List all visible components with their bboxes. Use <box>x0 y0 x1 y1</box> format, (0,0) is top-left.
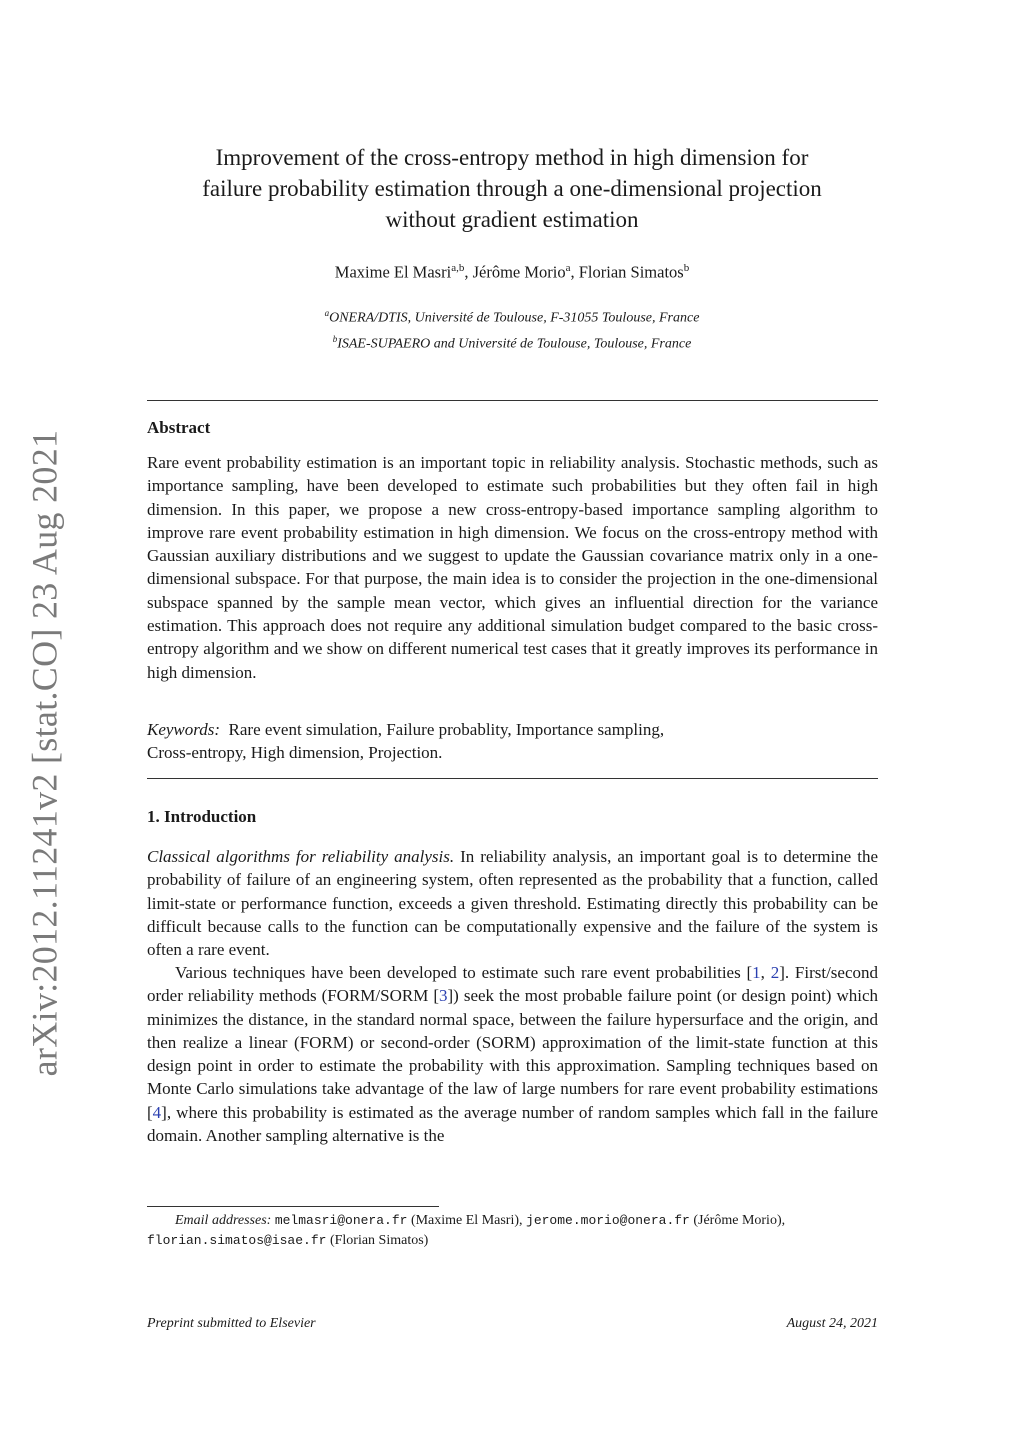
author-separator: , <box>464 262 473 282</box>
author-list <box>120 262 904 283</box>
introduction-heading: 1. Introduction <box>147 807 257 826</box>
keywords <box>147 718 878 765</box>
footnote-text: (Jérôme Morio), <box>689 1213 786 1228</box>
paragraph-text: ]. First/second order reliability methods (FORM/SORM [ <box>147 963 879 1006</box>
title-line: failure probability estimation through a one-dimensional projection <box>202 176 822 201</box>
footer-right: August 24, 2021 <box>786 1316 878 1331</box>
intro-paragraph-1 <box>147 845 878 961</box>
paragraph-text: , <box>760 963 771 982</box>
keywords-text: Rare event simulation, Failure probablity, Importance sampling, <box>228 720 665 739</box>
keywords-line: Cross-entropy, High dimension, Projection. <box>147 743 443 763</box>
paragraph-text: Various techniques have been developed to estimate such rare event probabilities [ <box>175 963 753 982</box>
footnote-text: (Maxime El Masri), <box>407 1213 527 1228</box>
paragraph-lead: Classical algorithms for reliability analysis. <box>147 847 455 866</box>
footer-left: Preprint submitted to Elsevier <box>147 1316 316 1331</box>
author-name: Maxime El Masri <box>334 262 452 282</box>
affiliation-mark: b <box>332 333 338 344</box>
keywords-line <box>147 718 878 741</box>
author-name: Jérôme Morio <box>472 262 566 282</box>
affiliation-text: ONERA/DTIS, Université de Toulouse, F-31055 Toulouse, France <box>329 310 700 326</box>
abstract-top-rule <box>147 400 878 401</box>
affiliation-line <box>120 303 904 329</box>
keywords-label: Keywords: <box>147 720 221 739</box>
abstract-bottom-rule <box>147 778 878 779</box>
email-link[interactable]: melmasri@onera.fr <box>274 1213 408 1228</box>
title-line: without gradient estimation <box>385 207 639 232</box>
email-link[interactable]: jerome.morio@onera.fr <box>526 1213 690 1228</box>
author-separator: , <box>570 262 579 282</box>
paragraph-text: In reliability analysis, an important goal is to determine the probability of failure of an engineering system, often represented as the probability that a function, called limit-state or performance function, exceeds a given threshold. Estimating directly this probability can be difficult because calls to the function can be computationally expensive and the failure of the system is often a rare event. <box>147 847 878 960</box>
citation-link[interactable]: 1 <box>752 963 761 982</box>
abstract-heading: Abstract <box>147 418 211 437</box>
affiliations <box>120 303 904 354</box>
affiliation-text: ISAE-SUPAERO and Université de Toulouse, Toulouse, France <box>337 336 692 352</box>
citation-link[interactable]: 4 <box>152 1102 162 1122</box>
abstract-text: Rare event probability estimation is an important topic in reliability analysis. Stochastic methods, such as importance sampling, have been developed to estimate such probabilities but they often fail in high dimension. In this paper, we propose a new cross-entropy-based importance sampling algorithm to improve rare event probability estimation in high dimension. We focus on the cross-entropy method with Gaussian auxiliary distributions and we suggest to update the Gaussian covariance matrix only in a one-dimensional subspace. For that purpose, the main idea is to consider the projection in the one-dimensional subspace spanned by the sample mean vector, which gives an influential direction for the variance estimation. This approach does not require any additional simulation budget compared to the basic cross-entropy algorithm and we show on different numerical test cases that it greatly improves its performance in high dimension. <box>147 453 878 682</box>
affiliation-mark: a <box>324 308 330 318</box>
paper-title <box>120 142 904 235</box>
email-link[interactable]: florian.simatos@isae.fr <box>147 1233 327 1248</box>
paragraph-text: ]) seek the most probable failure point (or design point) which minimizes the distance, in the standard normal space, between the failure hypersurface and the origin, and then realize a linear (FORM) or second-order (SORM) approximation of the limit-state function at this design point in order to estimate the probability with this approximation. Sampling techniques based on Monte Carlo simulations take advantage of the law of large numbers for rare event probability estimations [ <box>147 986 879 1122</box>
author-name: Florian Simatos <box>578 262 684 282</box>
intro-paragraph-2 <box>147 961 878 1147</box>
citation-link[interactable]: 2 <box>770 963 780 982</box>
footnote-label: Email addresses: <box>175 1213 272 1228</box>
author-affiliation-mark: a <box>565 262 571 274</box>
footnote-emails <box>147 1211 878 1251</box>
author-affiliation-mark: b <box>683 262 690 274</box>
arxiv-stamp <box>22 429 66 1077</box>
title-line: Improvement of the cross-entropy method in high dimension for <box>215 145 809 170</box>
paragraph-text: ], where this probability is estimated as the average number of random samples which fall in the failure domain. Another sampling alternative is the <box>147 1102 878 1146</box>
author-affiliation-mark: a,b <box>451 262 465 274</box>
affiliation-line <box>120 329 904 355</box>
footnote-rule <box>147 1206 439 1207</box>
citation-link[interactable]: 3 <box>439 986 448 1006</box>
arxiv-stamp-text: arXiv:2012.11241v2 [stat.CO] 23 Aug 2021 <box>24 429 64 1077</box>
footnote-text: (Florian Simatos) <box>326 1233 429 1248</box>
